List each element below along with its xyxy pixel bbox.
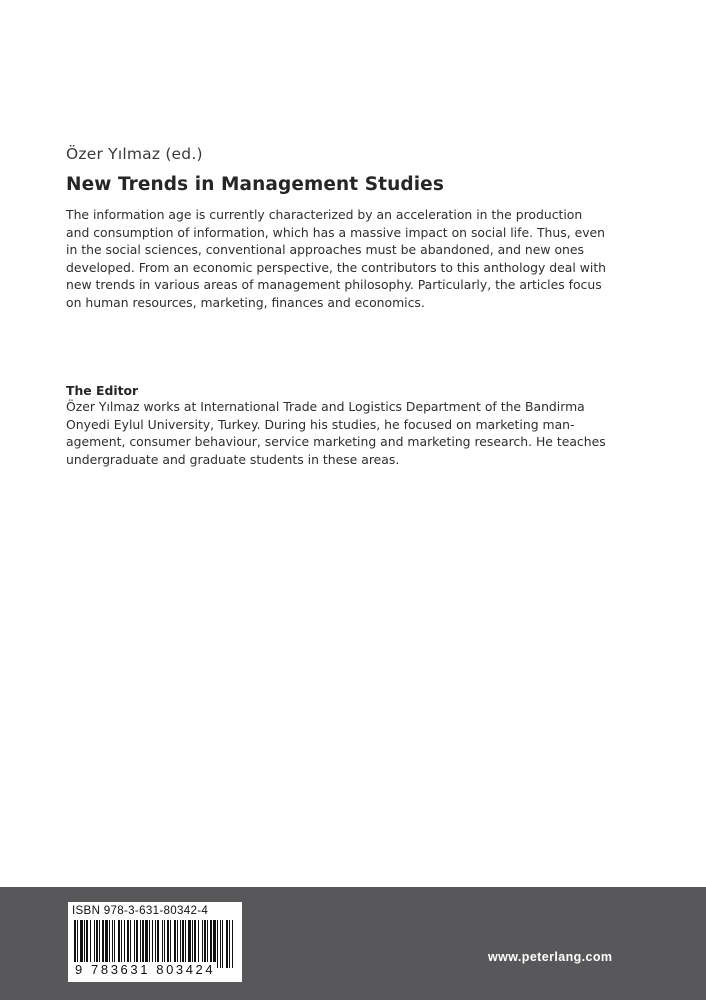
description-line: and consumption of information, which has a massive impact on social life. Thus, even (66, 224, 606, 240)
barcode-bar (170, 920, 171, 968)
barcode-bar (226, 920, 228, 968)
barcode-bar (121, 920, 122, 968)
barcode-bar (198, 920, 199, 968)
barcode-bar (105, 920, 108, 968)
barcode-bar (152, 920, 153, 968)
barcode-bar (114, 920, 115, 968)
barcode-bar (124, 920, 125, 968)
publisher-website: www.peterlang.com (488, 950, 613, 964)
barcode-bar (145, 920, 148, 968)
isbn-text: ISBN 978-3-631-80342-4 (72, 904, 209, 917)
description-line: developed. From an economic perspective, the contributors to this anthology deal with (66, 259, 607, 275)
barcode-bar (94, 920, 95, 968)
barcode-bar (102, 920, 104, 968)
barcode-bar (77, 920, 78, 968)
barcode-bar (112, 920, 113, 968)
description-line: new trends in various areas of management philosophy. Particularly, the articles focus (66, 277, 602, 293)
barcode-bar (202, 920, 203, 968)
barcode-bar (204, 920, 206, 968)
barcode-bar (118, 920, 120, 968)
bio-line: agement, consumer behaviour, service marketing and marketing research. He teaches (66, 434, 606, 450)
barcode-bar (192, 920, 193, 968)
barcode-bar (185, 920, 186, 968)
barcode-bar (84, 920, 85, 968)
barcode-bar (142, 920, 144, 968)
barcode-bar (180, 920, 181, 968)
barcode-bar (194, 920, 196, 968)
barcode-bar (90, 920, 91, 968)
barcode-bar (210, 920, 212, 968)
bio-line: Özer Yılmaz works at International Trade and Logistics Department of the Bandirma (66, 399, 585, 414)
book-description (66, 206, 626, 312)
description-line: on human resources, marketing, finances and economics. (66, 294, 425, 310)
barcode-bar (80, 920, 83, 968)
barcode-label (68, 902, 242, 982)
barcode-bar (99, 920, 100, 968)
editor-heading: The Editor (66, 383, 139, 398)
barcode-bar (217, 920, 218, 968)
editor-bio (66, 398, 626, 468)
book-info (66, 145, 626, 312)
barcode-bar (96, 920, 98, 968)
barcode-digits: 9 783631 803424 (75, 962, 216, 977)
barcode-bar (213, 920, 216, 968)
barcode-bar (149, 920, 150, 968)
barcode-bar (162, 920, 163, 968)
barcode-bar (164, 920, 165, 968)
barcode-bar (130, 920, 131, 968)
barcode-bar (109, 920, 110, 968)
barcode-bar (167, 920, 169, 968)
bio-line: undergraduate and graduate students in these areas. (66, 451, 400, 467)
barcode-bar (134, 920, 135, 968)
barcode-bar (174, 920, 176, 968)
barcode-bar (232, 920, 233, 968)
book-title: New Trends in Management Studies (66, 174, 444, 195)
description-line: in the social sciences, conventional approaches must be abandoned, and new ones (66, 242, 584, 258)
barcode-bar (207, 920, 208, 968)
bio-line: Onyedi Eylul University, Turkey. During his studies, he focused on marketing man- (66, 416, 575, 432)
barcode-bar (157, 920, 159, 968)
barcode-bar (86, 920, 88, 968)
barcode-bar (136, 920, 138, 968)
barcode-bar (188, 920, 191, 968)
author-line: Özer Yılmaz (ed.) (66, 145, 203, 163)
barcode-bar (155, 920, 156, 968)
editor-section (66, 383, 626, 468)
barcode-bar (177, 920, 178, 968)
barcode-bar (222, 920, 223, 968)
barcode-bar (220, 920, 221, 968)
description-line: The information age is currently characterized by an acceleration in the production (66, 207, 583, 222)
barcode-bar (229, 920, 230, 968)
barcode-bar (74, 920, 76, 968)
barcode-bar (127, 920, 129, 968)
barcode-bar (182, 920, 184, 968)
barcode-bar (140, 920, 141, 968)
